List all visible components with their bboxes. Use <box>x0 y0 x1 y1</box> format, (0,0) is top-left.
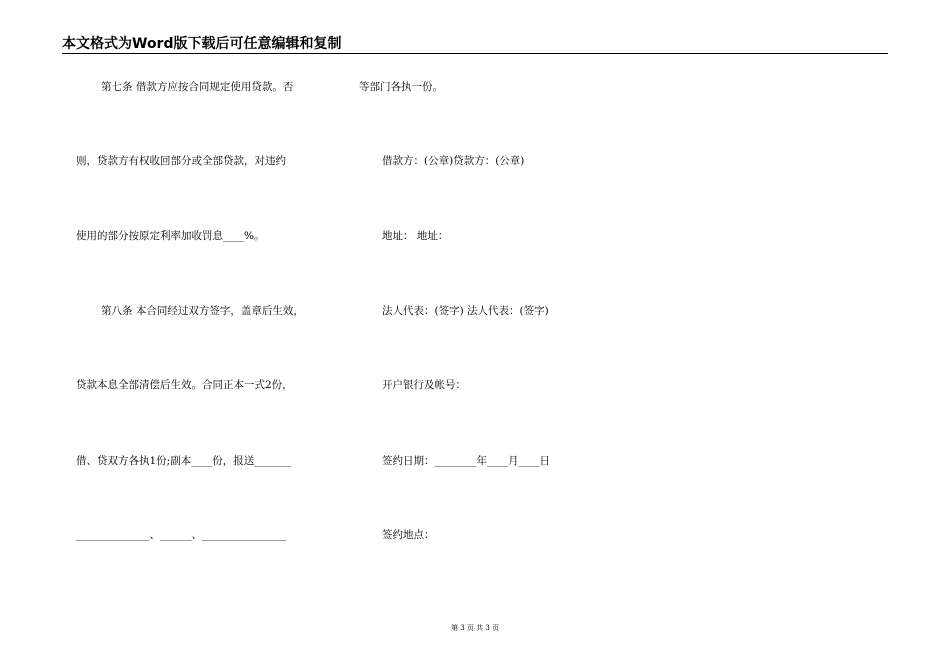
header-divider <box>62 53 888 54</box>
article-8-line-4: ______________、______、________________ <box>76 529 286 541</box>
address-line: 地址： 地址： <box>382 230 449 242</box>
article-7-line-1: 第七条 借款方应按合同规定使用贷款。否 <box>101 81 294 93</box>
signing-date-line: 签约日期：________年____月____日 <box>382 455 550 467</box>
article-8-line-3: 借、贷双方各执1份;副本____份，报送_______ <box>76 455 291 467</box>
article-7-line-2: 则，贷款方有权收回部分或全部贷款，对违约 <box>76 155 286 167</box>
legal-representative-line: 法人代表：(签字) 法人代表：(签字) <box>382 305 549 317</box>
article-8-line-1: 第八条 本合同经过双方签字，盖章后生效， <box>101 305 304 317</box>
departments-line: 等部门各执一份。 <box>359 81 443 93</box>
document-header-title: 本文格式为Word版下载后可任意编辑和复制 <box>62 36 342 52</box>
article-7-line-3: 使用的部分按原定利率加收罚息____%。 <box>76 230 265 242</box>
article-8-line-2: 贷款本息全部清偿后生效。合同正本一式2份， <box>76 379 293 391</box>
page-number-footer: 第 3 页 共 3 页 <box>450 624 500 632</box>
bank-account-line: 开户银行及帐号： <box>382 379 466 391</box>
parties-seal-line: 借款方：(公章)贷款方：(公章) <box>382 155 525 167</box>
signing-place-line: 签约地点： <box>382 529 435 541</box>
